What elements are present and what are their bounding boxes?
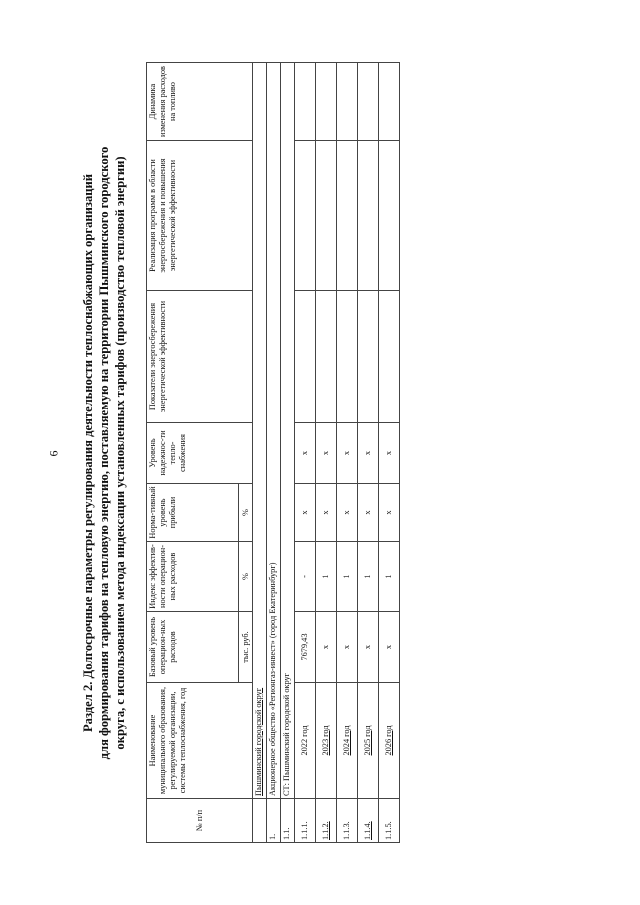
- row-base: x: [316, 612, 337, 683]
- title-line-3: округа, с использованием метода индексации установленных тарифов (производство тепловой энергии): [113, 156, 128, 750]
- row-base: x: [379, 612, 400, 683]
- row-num: 1.1.3.: [337, 799, 358, 843]
- row-norm: x: [379, 484, 400, 542]
- region-row: [253, 63, 267, 843]
- row-year: 2022 год: [295, 683, 316, 799]
- row-norm: x: [358, 484, 379, 542]
- section-title: [80, 63, 129, 843]
- row-num: 1.1.1.: [295, 799, 316, 843]
- table-row: [358, 63, 379, 843]
- org-row: [267, 63, 281, 843]
- header-base-opex: Базовый уровень операцион-ных расходов: [147, 612, 239, 683]
- unit-index: %: [239, 542, 253, 612]
- table-row: [337, 63, 358, 843]
- table-row: [379, 63, 400, 843]
- header-fuel-dynamics: Динамика изменения расходов на топливо: [147, 63, 253, 141]
- table-row: [295, 63, 316, 843]
- row-reliability: x: [379, 423, 400, 484]
- header-energy-saving: Показатели энергосбережения энергетической эффективности: [147, 291, 253, 423]
- unit-base: тыс. руб.: [239, 612, 253, 683]
- org-name: Акционерное общество «Регионгаз-инвест» (город Екатеринбург): [267, 63, 281, 799]
- region-name: Пышминский городской округ: [253, 63, 267, 799]
- system-num: 1.1.: [281, 799, 295, 843]
- row-index: 1: [337, 542, 358, 612]
- row-index: 1: [379, 542, 400, 612]
- header-efficiency-index: Индекс эффектив-ности операцион-ных расходов: [147, 542, 239, 612]
- row-index: 1: [358, 542, 379, 612]
- row-index: 1: [316, 542, 337, 612]
- row-year: 2025 год: [358, 683, 379, 799]
- row-base: x: [358, 612, 379, 683]
- row-reliability: x: [295, 423, 316, 484]
- row-reliability: x: [337, 423, 358, 484]
- row-index: -: [295, 542, 316, 612]
- row-reliability: x: [358, 423, 379, 484]
- row-year: 2024 год: [337, 683, 358, 799]
- parameters-table: [146, 62, 400, 843]
- row-norm: x: [337, 484, 358, 542]
- row-reliability: x: [316, 423, 337, 484]
- row-base: x: [337, 612, 358, 683]
- unit-norm: %: [239, 484, 253, 542]
- table-row: [316, 63, 337, 843]
- system-name: СТ: Пышминский городской округ: [281, 63, 295, 799]
- row-base: 7679,43: [295, 612, 316, 683]
- row-year: 2023 год: [316, 683, 337, 799]
- row-num: 1.1.2.: [316, 799, 337, 843]
- header-normative-profit: Норма-тивный уровень прибыли: [147, 484, 239, 542]
- row-num: 1.1.5.: [379, 799, 400, 843]
- header-programs: Реализация программ в области энергосбережения и повышения энергетической эффективности: [147, 141, 253, 291]
- header-num: № п/п: [147, 799, 253, 843]
- row-num: 1.1.4.: [358, 799, 379, 843]
- rotated-page-content: [80, 63, 430, 843]
- header-reliability: Уровень надежнос-ти тепло-снабжения: [147, 423, 253, 484]
- row-norm: x: [295, 484, 316, 542]
- system-row: [281, 63, 295, 843]
- title-line-2: для формирования тарифов на тепловую энергию, поставляемую на территории Пышминского городского: [97, 146, 112, 760]
- row-year: 2026 год: [379, 683, 400, 799]
- header-name: Наименование муниципального образования, регулируемой организации, системы теплоснабжения, год: [147, 683, 253, 799]
- org-num: 1.: [267, 799, 281, 843]
- page-number: 6: [46, 450, 61, 457]
- row-norm: x: [316, 484, 337, 542]
- title-line-1: Раздел 2. Долгосрочные параметры регулирования деятельности теплоснабжающих организаций: [81, 173, 95, 733]
